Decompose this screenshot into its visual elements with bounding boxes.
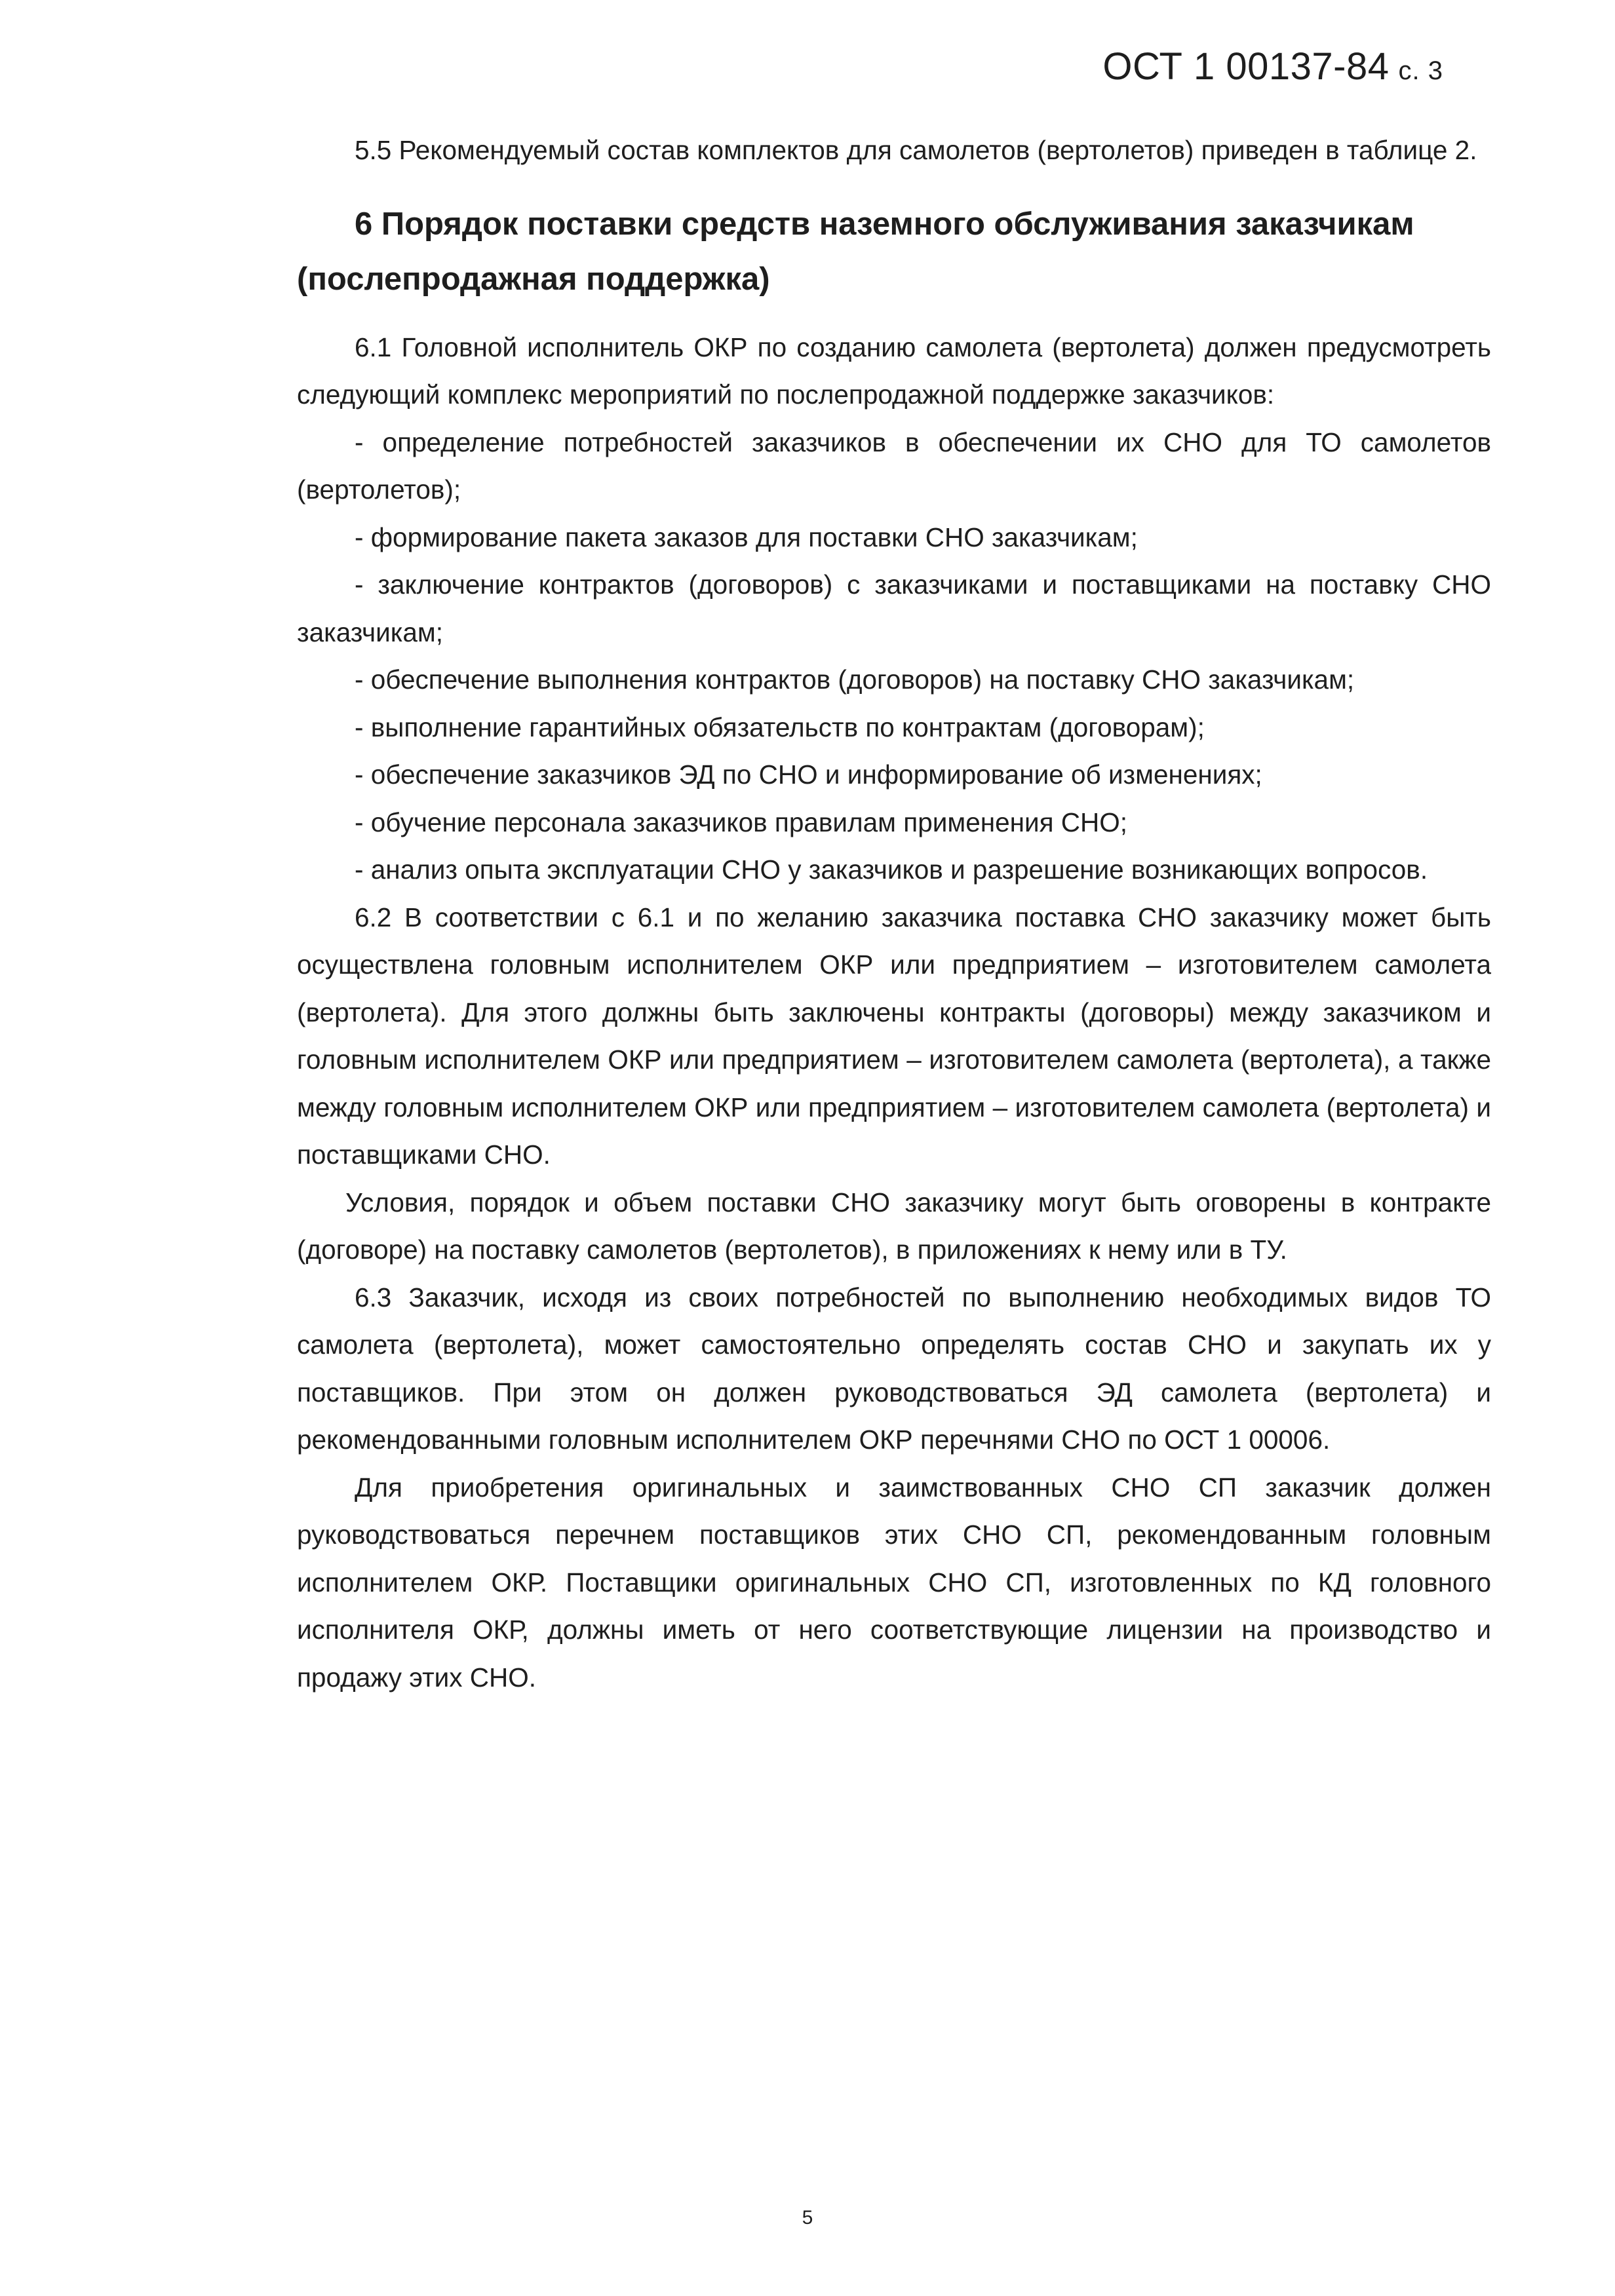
page-header [1102,45,1443,88]
list-item: - обучение персонала заказчиков правилам применения СНО; [355,807,1128,837]
list-item: - выполнение гарантийных обязательств по контрактам (договорам); [355,712,1205,742]
section-6-heading: 6 Порядок поставки средств наземного обслуживания заказчикам (послепродажная поддержка) [297,206,1414,297]
header-page-label: с. 3 [1398,56,1443,85]
list-item: - обеспечение выполнения контрактов (договоров) на поставку СНО заказчикам; [355,664,1355,695]
list-item: - определение потребностей заказчиков в обеспечении их СНО для ТО самолетов (вертолетов); [297,427,1491,505]
paragraph-6-2-conditions: Условия, порядок и объем поставки СНО заказчику могут быть оговорены в контракте (договоре) на поставку самолетов (вертолетов), в приложениях к нему или в ТУ. [297,1187,1491,1265]
list-item: - обеспечение заказчиков ЭД по СНО и информирование об изменениях; [355,759,1262,790]
paragraph-6-3: 6.3 Заказчик, исходя из своих потребностей по выполнению необходимых видов ТО самолета (вертолета), может самостоятельно определять состав СНО и закупать их у поставщиков. При этом он должен руководствоваться ЭД самолета (вертолета) и рекомендованными головным исполнителем ОКР перечнями СНО по ОСТ 1 00006. [297,1282,1491,1455]
list-item: - анализ опыта эксплуатации СНО у заказчиков и разрешение возникающих вопросов. [355,854,1428,885]
page-number: 5 [802,2207,813,2229]
list-item: - заключение контрактов (договоров) с заказчиками и поставщиками на поставку СНО заказчикам; [297,569,1491,647]
list-6-1 [297,419,1491,894]
paragraph-6-3-original: Для приобретения оригинальных и заимствованных СНО СП заказчик должен руководствоваться перечнем поставщиков этих СНО СП, рекомендованным головным исполнителем ОКР. Поставщики оригинальных СНО СП, изготовленных по КД головного исполнителя ОКР, должны иметь от него соответствующие лицензии на производство и продажу этих СНО. [297,1472,1491,1693]
paragraph-5-5: 5.5 Рекомендуемый состав комплектов для самолетов (вертолетов) приведен в таблице 2. [355,135,1477,165]
paragraph-6-1: 6.1 Головной исполнитель ОКР по созданию самолета (вертолета) должен предусмотреть следующий комплекс мероприятий по послепродажной поддержке заказчиков: [297,332,1491,410]
document-code: ОСТ 1 00137-84 [1102,45,1390,88]
list-item: - формирование пакета заказов для поставки СНО заказчикам; [355,522,1138,552]
document-body [297,126,1491,1701]
paragraph-6-2: 6.2 В соответствии с 6.1 и по желанию заказчика поставка СНО заказчику может быть осуществлена головным исполнителем ОКР или предприятием – изготовителем самолета (вертолета). Для этого должны быть заключены контракты (договоры) между заказчиком и головным исполнителем ОКР или предприятием – изготовителем самолета (вертолета), а также между головным исполнителем ОКР или предприятием – изготовителем самолета (вертолета) и поставщиками СНО. [297,902,1491,1170]
